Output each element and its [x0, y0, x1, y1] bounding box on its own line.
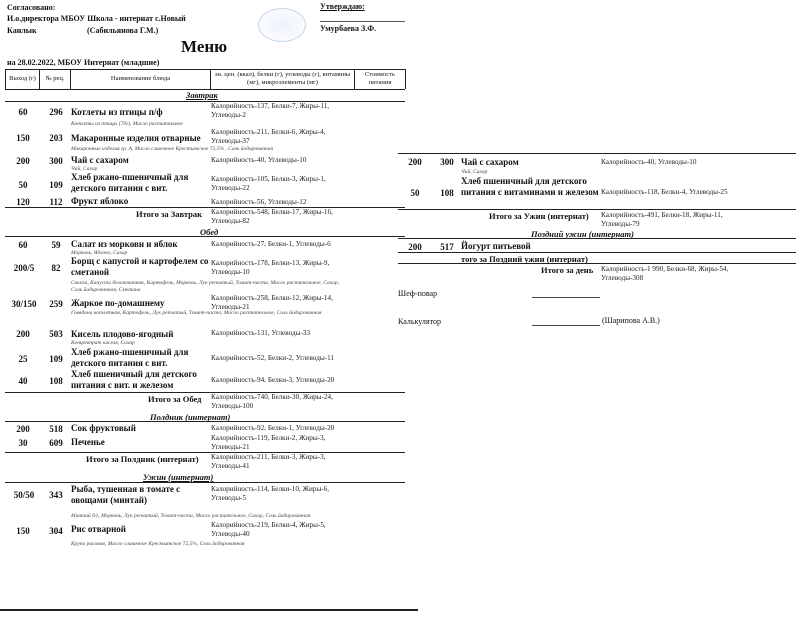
breakfast-total-nutrition: Калорийность-548, Белки-17, Жиры-16, Углеводы-82: [211, 208, 333, 225]
col-dish: Наименование блюда: [110, 75, 171, 82]
section-late-dinner: Поздний ужин (интернат): [531, 229, 634, 239]
director-line: И.о.директора МБОУ Школа - интернат с.Новый: [7, 14, 186, 23]
snack-total-label: Итого за Полдник (интернат): [86, 454, 199, 464]
section-lunch: Обед: [200, 227, 219, 237]
section-breakfast: Завтрак: [186, 90, 218, 100]
dinner-total-label: Итого за Ужин (интернат): [489, 211, 589, 221]
col-cost: Стоимость питания: [365, 71, 395, 86]
late-dinner-total-label: того за Поздний ужин (интернат): [461, 254, 588, 264]
col-recipe: № рец.: [45, 75, 65, 82]
section-dinner: Ужин (интернат): [143, 472, 214, 482]
col-nutrition: эн. цен. (ккал), белки (г), углеводы (г), витамины (мг), микроэлементы (мг): [214, 71, 351, 86]
director-name: (Сабильянова Г.М.): [87, 26, 159, 35]
approved-label: Согласовано:: [7, 3, 56, 12]
day-total-label: Итого за день: [541, 265, 594, 275]
confirm-name: Умурбаева З.Ф.: [320, 24, 377, 33]
dinner-total-nutrition: Калорийность-491, Белки-18, Жиры-11, Углеводы-79: [601, 211, 723, 228]
chef-label: Шеф-повар: [398, 289, 438, 298]
col-output: Выход (г): [9, 75, 36, 82]
place-label: Канлык: [7, 26, 37, 35]
official-seal-stamp: [258, 8, 306, 42]
section-snack: Полдник (интернат): [150, 412, 231, 422]
lunch-total-nutrition: Калорийность-740, Белки-30, Жиры-24, Углеводы-100: [211, 393, 333, 410]
page-title: Меню: [181, 37, 228, 56]
snack-total-nutrition: Калорийность-211, Белки-3, Жиры-3, Углеводы-41: [211, 453, 326, 470]
day-total-nutrition: Калорийность-1 990, Белки-68, Жиры-54, Углеводы-308: [601, 265, 729, 282]
confirm-label: Утверждаю:: [320, 2, 365, 11]
page-subtitle: на 28.02.2022, МБОУ Интернат (младшие): [7, 58, 160, 67]
calculator-label: Калькулятор: [398, 317, 441, 326]
calculator-name: (Шарипова А.В.): [602, 316, 660, 325]
lunch-total-label: Итого за Обед: [148, 394, 202, 404]
breakfast-total-label: Итого за Завтрак: [136, 209, 203, 219]
